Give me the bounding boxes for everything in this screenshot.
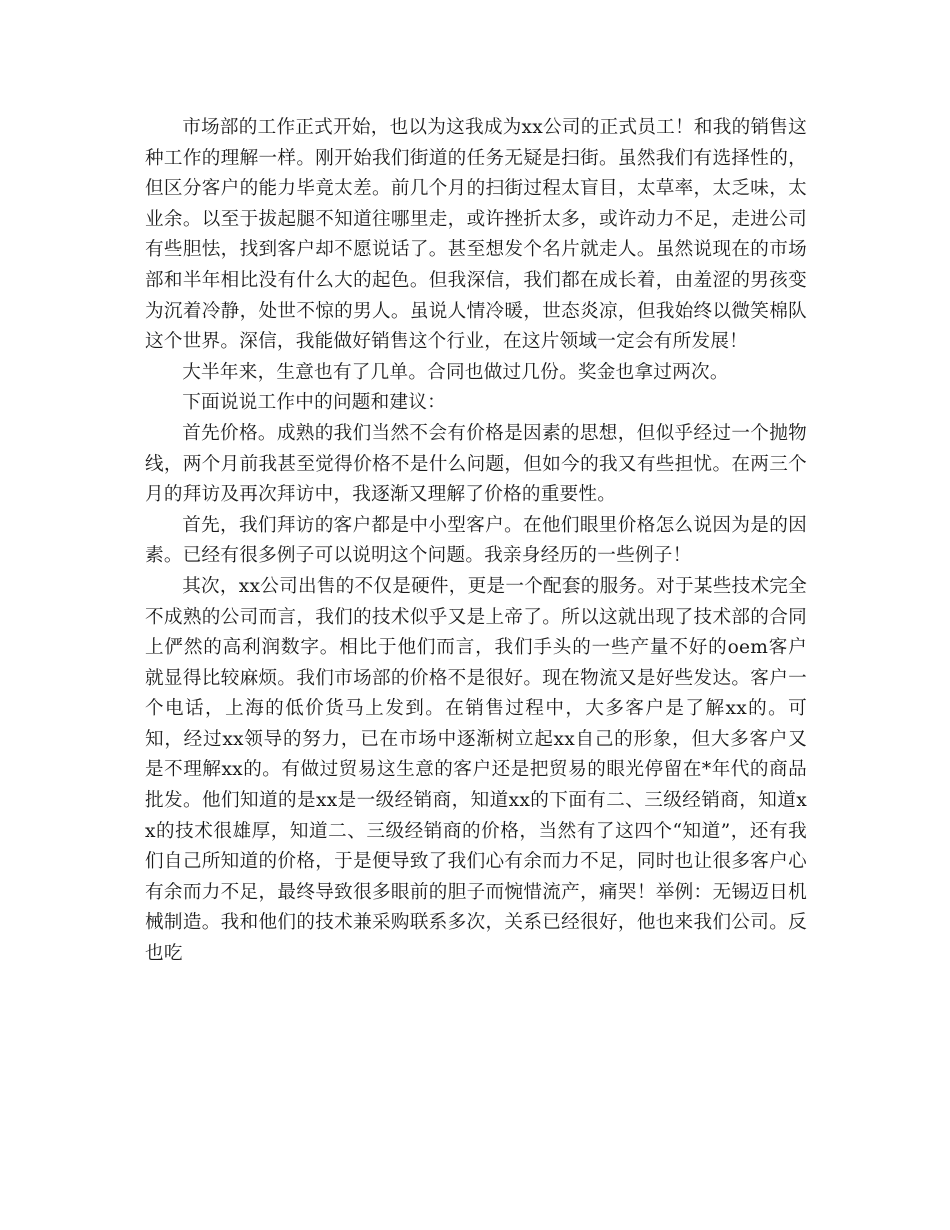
paragraph-service: 其次，xx公司出售的不仅是硬件，更是一个配套的服务。对于某些技术完全不成熟的公司而言，我们的技术似乎又是上帝了。所以这就出现了技术部的合同上俨然的高利润数字。相比于他们而言，我们手头的一些产量不好的oem客户就显得比较麻烦。我们市场部的价格不是很好。现在物流又是好些发达。客户一个电话，上海的低价货马上发到。在销售过程中，大多客户是了解xx的。可知，经过xx领导的努力，已在市场中逐渐树立起xx自己的形象，但大多客户又是不理解xx的。有做过贸易这生意的客户还是把贸易的眼光停留在*年代的商品批发。他们知道的是xx是一级经销商，知道xx的下面有二、三级经销商，知道xx的技术很雄厚，知道二、三级经销商的价格，当然有了这四个“知道”，还有我们自己所知道的价格，于是便导致了我们心有余而力不足，同时也让很多客户心有余而力不足，最终导致很多眼前的胆子而惋惜流产，痛哭！举例：无锡迈日机械制造。我和他们的技术兼采购联系多次，关系已经很好，他也来我们公司。反也吃: [145, 575, 807, 965]
paragraph-intro: 市场部的工作正式开始，也以为这我成为xx公司的正式员工！和我的销售这种工作的理解一样。刚开始我们街道的任务无疑是扫街。虽然我们有选择性的，但区分客户的能力毕竟太差。前几个月的扫街过程太盲目，太草率，太乏味，太业余。以至于拔起腿不知道往哪里走，或许挫折太多，或许动力不足，走进公司有些胆怯，找到客户却不愿说话了。甚至想发个名片就走人。虽然说现在的市场部和半年相比没有什么大的起色。但我深信，我们都在成长着，由羞涩的男孩变为沉着冷静，处世不惊的男人。虽说人情冷暖，世态炎凉，但我始终以微笑棉队这个世界。深信，我能做好销售这个行业，在这片领域一定会有所发展！: [145, 117, 807, 353]
paragraph-price: 首先价格。成熟的我们当然不会有价格是因素的思想，但似乎经过一个抛物线，两个月前我甚至觉得价格不是什么问题，但如今的我又有些担忧。在两三个月的拜访及再次拜访中，我逐渐又理解了价格的重要性。: [145, 422, 807, 506]
paragraph-issues-heading: 下面说说工作中的问题和建议：: [182, 392, 447, 414]
paragraph-customers: 首先，我们拜访的客户都是中小型客户。在他们眼里价格怎么说因为是的因素。已经有很多例子可以说明这个问题。我亲身经历的一些例子！: [145, 514, 807, 567]
paragraph-achievements: 大半年来，生意也有了几单。合同也做过几份。奖金也拿过两次。: [182, 361, 729, 383]
document-page: [145, 113, 807, 970]
